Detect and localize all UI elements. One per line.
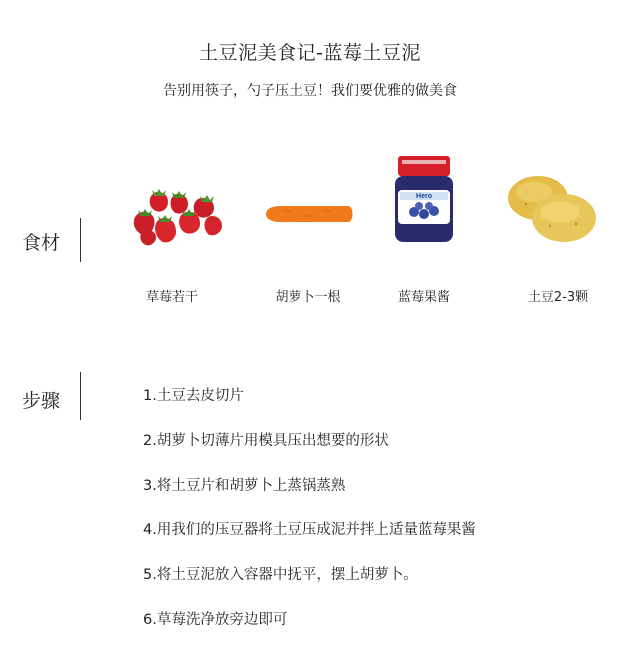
step-item: 4.用我们的压豆器将土豆压成泥并拌上适量蓝莓果酱 [143, 522, 476, 538]
steps-divider [80, 372, 81, 420]
strawberries-image [124, 182, 228, 248]
page-subtitle: 告别用筷子，勺子压土豆！我们要优雅的做美食 [163, 83, 457, 99]
ingredients-divider [80, 218, 81, 262]
step-item: 3.将土豆片和胡萝卜上蒸锅蒸熟 [143, 478, 346, 494]
step-item: 5.将土豆泥放入容器中抚平，摆上胡萝卜。 [143, 567, 418, 583]
blueberry-jam-jar-image [392, 154, 456, 244]
ingredient-name-strawberry: 草莓若干 [145, 290, 198, 305]
step-item: 2.胡萝卜切薄片用模具压出想要的形状 [143, 433, 389, 449]
step-item: 6.草莓洗净放旁边即可 [143, 612, 288, 628]
jam-brand-label: Hero [416, 193, 432, 200]
ingredient-name-potato: 土豆2-3颗 [527, 290, 589, 305]
ingredient-name-carrot: 胡萝卜一根 [275, 290, 341, 305]
ingredient-name-jam: 蓝莓果酱 [397, 290, 450, 305]
potatoes-image [506, 172, 598, 244]
steps-heading: 步骤 [22, 390, 61, 412]
ingredients-heading: 食材 [22, 232, 61, 254]
page-title: 土豆泥美食记-蓝莓土豆泥 [199, 42, 421, 64]
carrot-image [262, 200, 356, 228]
step-item: 1.土豆去皮切片 [143, 388, 244, 404]
